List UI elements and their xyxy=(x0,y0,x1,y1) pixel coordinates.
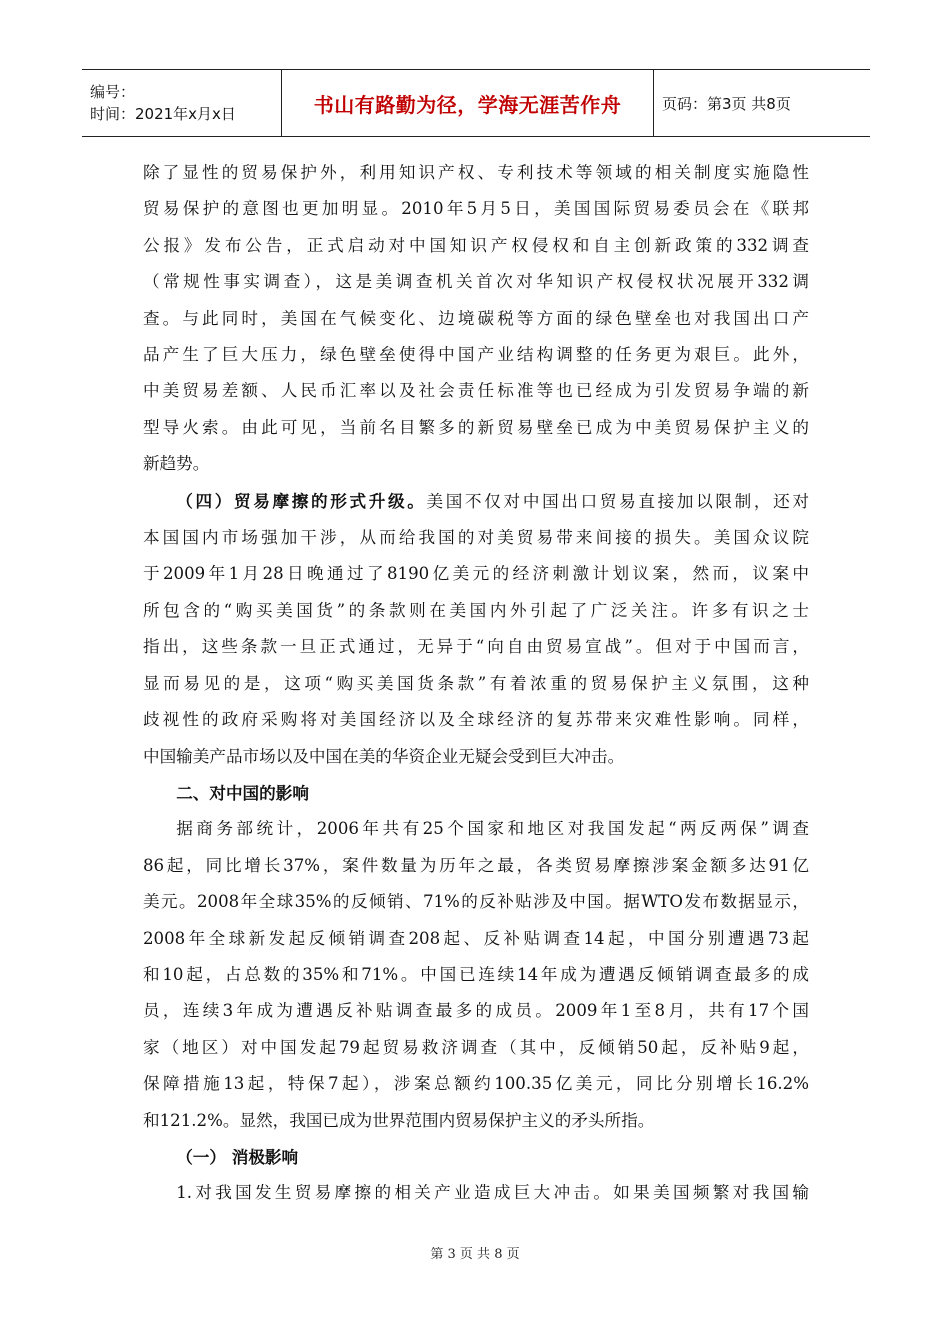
paragraph-line: 本国国内市场强加干涉，从而给我国的对美贸易带来间接的损失。美国众议院 xyxy=(143,528,809,548)
paragraph-line: 型导火索。由此可见，当前名目繁多的新贸易壁垒已成为中美贸易保护主义的 xyxy=(143,417,809,437)
paragraph-line: 美元。2008年全球35%的反倾销、71%的反补贴涉及中国。据WTO发布数据显示， xyxy=(143,892,809,912)
page-header xyxy=(82,69,870,137)
paragraph-line-text: 美国不仅对中国出口贸易直接加以限制，还对 xyxy=(426,491,810,511)
paragraph-line: 和121.2%。显然，我国已成为世界范围内贸易保护主义的矛头所指。 xyxy=(143,1110,655,1130)
document-date-label: 时间：2021年x月x日 xyxy=(90,105,236,123)
paragraph-line: 家（地区）对中国发起79起贸易救济调查（其中，反倾销50起，反补贴9起， xyxy=(143,1037,809,1057)
paragraph-line: 歧视性的政府采购将对美国经济以及全球经济的复苏带来灾难性影响。同样， xyxy=(143,710,809,730)
paragraph-line: 1.对我国发生贸易摩擦的相关产业造成巨大冲击。如果美国频繁对我国输 xyxy=(176,1183,809,1203)
document-number-label: 编号： xyxy=(90,83,136,101)
subsection-heading: （一） 消极影响 xyxy=(176,1146,299,1167)
paragraph-line: （常规性事实调查），这是美调查机关首次对华知识产权侵权状况展开332调 xyxy=(143,272,809,292)
paragraph-line: 所包含的“购买美国货”的条款则在美国内外引起了广泛关注。许多有识之士 xyxy=(143,600,809,620)
header-motto: 书山有路勤为径，学海无涯苦作舟 xyxy=(282,70,654,136)
paragraph-line: 于2009年1月28日晚通过了8190亿美元的经济刺激计划议案，然而，议案中 xyxy=(143,564,809,584)
paragraph-line: 除了显性的贸易保护外，利用知识产权、专利技术等领域的相关制度实施隐性 xyxy=(143,163,809,182)
section-heading: 二、对中国的影响 xyxy=(176,782,309,803)
paragraph-line: 查。与此同时，美国在气候变化、边境碳税等方面的绿色壁垒也对我国出口产 xyxy=(143,308,809,328)
paragraph-line: 显而易见的是，这项“购买美国货条款”有着浓重的贸易保护主义氛围，这种 xyxy=(143,673,809,693)
paragraph-line: 保障措施13起，特保7起），涉案总额约100.35亿美元，同比分别增长16.2% xyxy=(143,1074,809,1094)
page-footer: 第 3 页 共 8 页 xyxy=(430,1247,520,1262)
document-body xyxy=(143,155,809,1212)
paragraph-line: 中国输美产品市场以及中国在美的华资企业无疑会受到巨大冲击。 xyxy=(143,746,625,766)
header-page-number: 页码：第3页 共8页 xyxy=(662,94,791,113)
paragraph-line: 新趋势。 xyxy=(143,454,210,474)
paragraph-line: 和10起，占总数的35%和71%。中国已连续14年成为遭遇反倾销调查最多的成 xyxy=(143,964,809,984)
paragraph-line xyxy=(143,483,809,520)
paragraph-line: 86起，同比增长37%，案件数量为历年之最，各类贸易摩擦涉案金额多达91亿 xyxy=(143,855,809,875)
paragraph-line: 中美贸易差额、人民币汇率以及社会责任标准等也已经成为引发贸易争端的新 xyxy=(143,381,809,401)
paragraph-line: 贸易保护的意图也更加明显。2010年5月5日，美国国际贸易委员会在《联邦 xyxy=(143,199,809,219)
paragraph-line: 据商务部统计，2006年共有25个国家和地区对我国发起“两反两保”调查 xyxy=(176,819,809,839)
paragraph-line: 指出，这些条款一旦正式通过，无异于“向自由贸易宣战”。但对于中国而言， xyxy=(143,637,809,657)
paragraph-line: 品产生了巨大压力，绿色壁垒使得中国产业结构调整的任务更为艰巨。此外， xyxy=(143,345,809,365)
paragraph-line: 公报》发布公告，正式启动对中国知识产权侵权和自主创新政策的332调查 xyxy=(143,235,809,255)
section-lead: （四）贸易摩擦的形式升级。 xyxy=(176,490,427,511)
paragraph-line: 员，连续3年成为遭遇反补贴调查最多的成员。2009年1至8月，共有17个国 xyxy=(143,1001,809,1021)
header-info xyxy=(82,70,282,136)
paragraph-line: 2008年全球新发起反倾销调查208起、反补贴调查14起，中国分别遭遇73起 xyxy=(143,928,809,948)
